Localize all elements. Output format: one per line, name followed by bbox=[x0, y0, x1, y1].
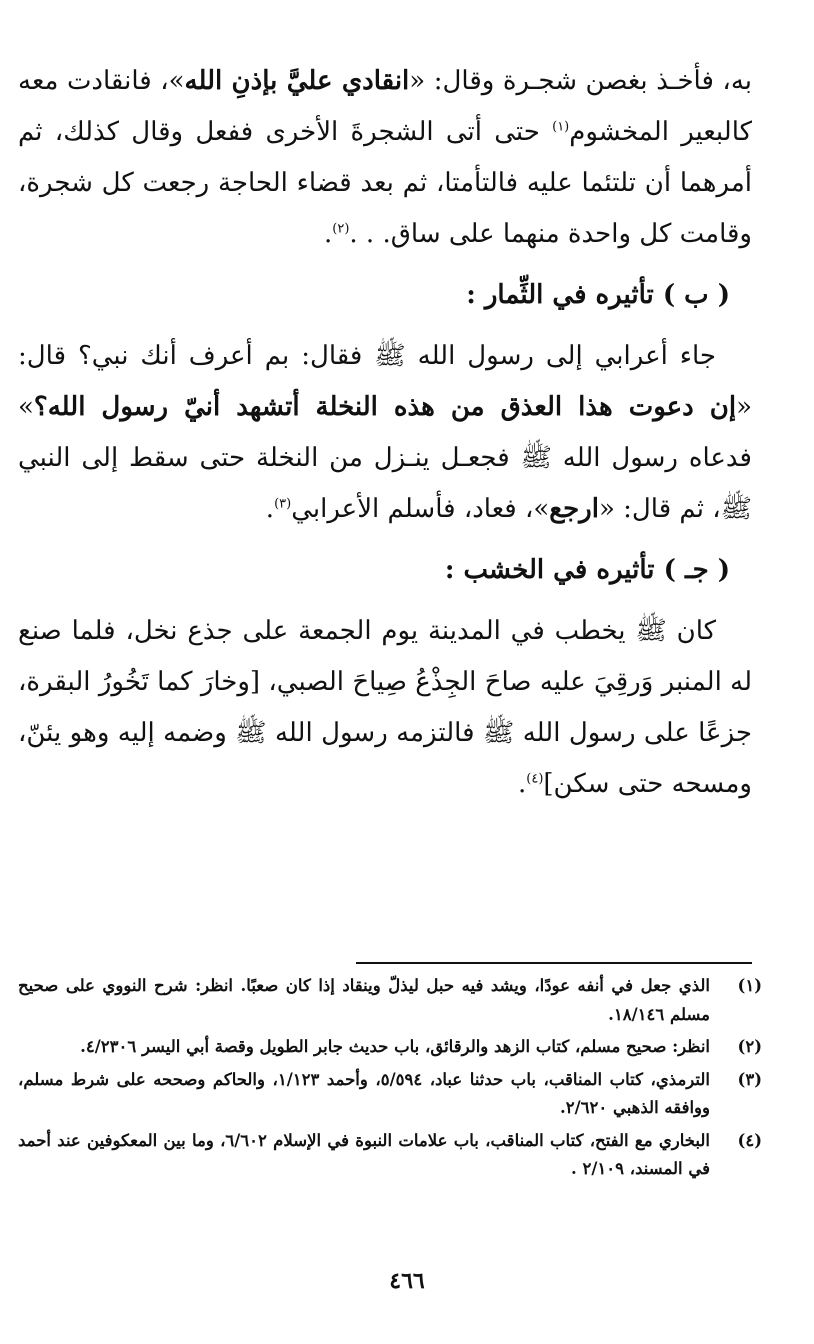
text-run: »، فانقادت معه كالبعير المخشوم bbox=[18, 66, 752, 147]
footnote-text: انظر: صحيح مسلم، كتاب الزهد والرقائق، باب حديث جابر الطويل وقصة أبي اليسر ٤/٢٣٠٦. bbox=[80, 1037, 710, 1056]
footnote-number: (١) bbox=[737, 976, 762, 995]
footnote-text: الذي جعل في أنفه عودًا، ويشد فيه حبل ليذلّ وينقاد إذا كان صعبًا. انظر: شرح النووي على صحيح مسلم ١٨/١٤٦. bbox=[18, 976, 710, 1024]
footnote-number: (٢) bbox=[737, 1037, 762, 1056]
footnote-ref-2: (٢) bbox=[332, 221, 350, 237]
footnote-separator bbox=[356, 962, 752, 964]
page-number: ٤٦٦ bbox=[389, 1268, 425, 1294]
quoted-bold-text: ارجع bbox=[549, 494, 599, 524]
footnote-number: (٤) bbox=[737, 1130, 762, 1150]
text-run: كان ﷺ يخطب في المدينة يوم الجمعة على جذع نخل، فلما صنع له المنبر وَرقِيَ عليه صاحَ الجِذْعُ صِياحَ الصبي، [وخارَ كما تَخُورُ البقرة، جزعًا على رسول الله ﷺ فالتزمه رسول الله ﷺ وضمه إليه وهو يئنّ، ومسحه حتى سكن] bbox=[18, 616, 752, 799]
paragraph-2 bbox=[18, 331, 752, 535]
footnote-item bbox=[18, 1033, 762, 1062]
footnotes bbox=[18, 972, 762, 1188]
footnote-ref-1: (١) bbox=[552, 119, 570, 135]
text-run: . bbox=[265, 494, 275, 524]
text-run: جاء أعرابي إلى رسول الله ﷺ فقال: بم أعرف أنك نبي؟ قال: « bbox=[18, 341, 752, 422]
text-run: . bbox=[324, 219, 333, 249]
footnote-item bbox=[18, 1066, 762, 1123]
footnote-item bbox=[18, 972, 762, 1029]
footnote-number: (٣) bbox=[737, 1069, 762, 1089]
section-heading-c: ( جـ ) تأثيره في الخشب : bbox=[444, 555, 730, 585]
footnote-ref-3: (٣) bbox=[274, 496, 292, 512]
paragraph-1 bbox=[18, 56, 752, 260]
paragraph-3 bbox=[18, 606, 752, 810]
footnote-ref-4: (٤) bbox=[526, 771, 544, 787]
footnote-text: الترمذي، كتاب المناقب، باب حدثنا عباد، ٥/٥٩٤، وأحمد ١/١٢٣، والحاكم وصححه على شرط مسلم، ووافقه الذهبي ٢/٦٢٠. bbox=[18, 1069, 710, 1117]
main-text bbox=[18, 56, 752, 810]
text-run: » فدعاه رسول الله ﷺ فجعـل ينـزل من النخلة حتى سقط إلى النبي ﷺ، ثم قال: « bbox=[18, 392, 752, 524]
text-run: . bbox=[517, 769, 527, 799]
text-run: حتى أتى الشجرةَ الأخرى ففعل وقال كذلك، ثم أمرهما أن تلتئما عليه فالتأمتا، ثم بعد قضاء الحاجة رجعت كل شجرة، وقامت كل واحدة منهما على ساق. . . bbox=[18, 117, 752, 249]
footnote-text: البخاري مع الفتح، كتاب المناقب، باب علامات النبوة في الإسلام ٦/٦٠٢، وما بين المعكوفين عند أحمد في المسند، ٢/١٠٩ . bbox=[18, 1130, 710, 1178]
text-run: »، فعاد، فأسلم الأعرابي bbox=[291, 494, 550, 524]
text-run: به، فأخـذ بغصن شجـرة وقال: « bbox=[409, 66, 753, 96]
footnote-item bbox=[18, 1127, 762, 1184]
quoted-bold-text: إن دعوت هذا العذق من هذه النخلة أتشهد أنيّ رسول الله؟ bbox=[33, 392, 737, 422]
section-heading-b: ( ب ) تأثيره في الثِّمار : bbox=[466, 280, 730, 310]
quoted-bold-text: انقادي عليَّ بإذنِ الله bbox=[184, 66, 410, 96]
